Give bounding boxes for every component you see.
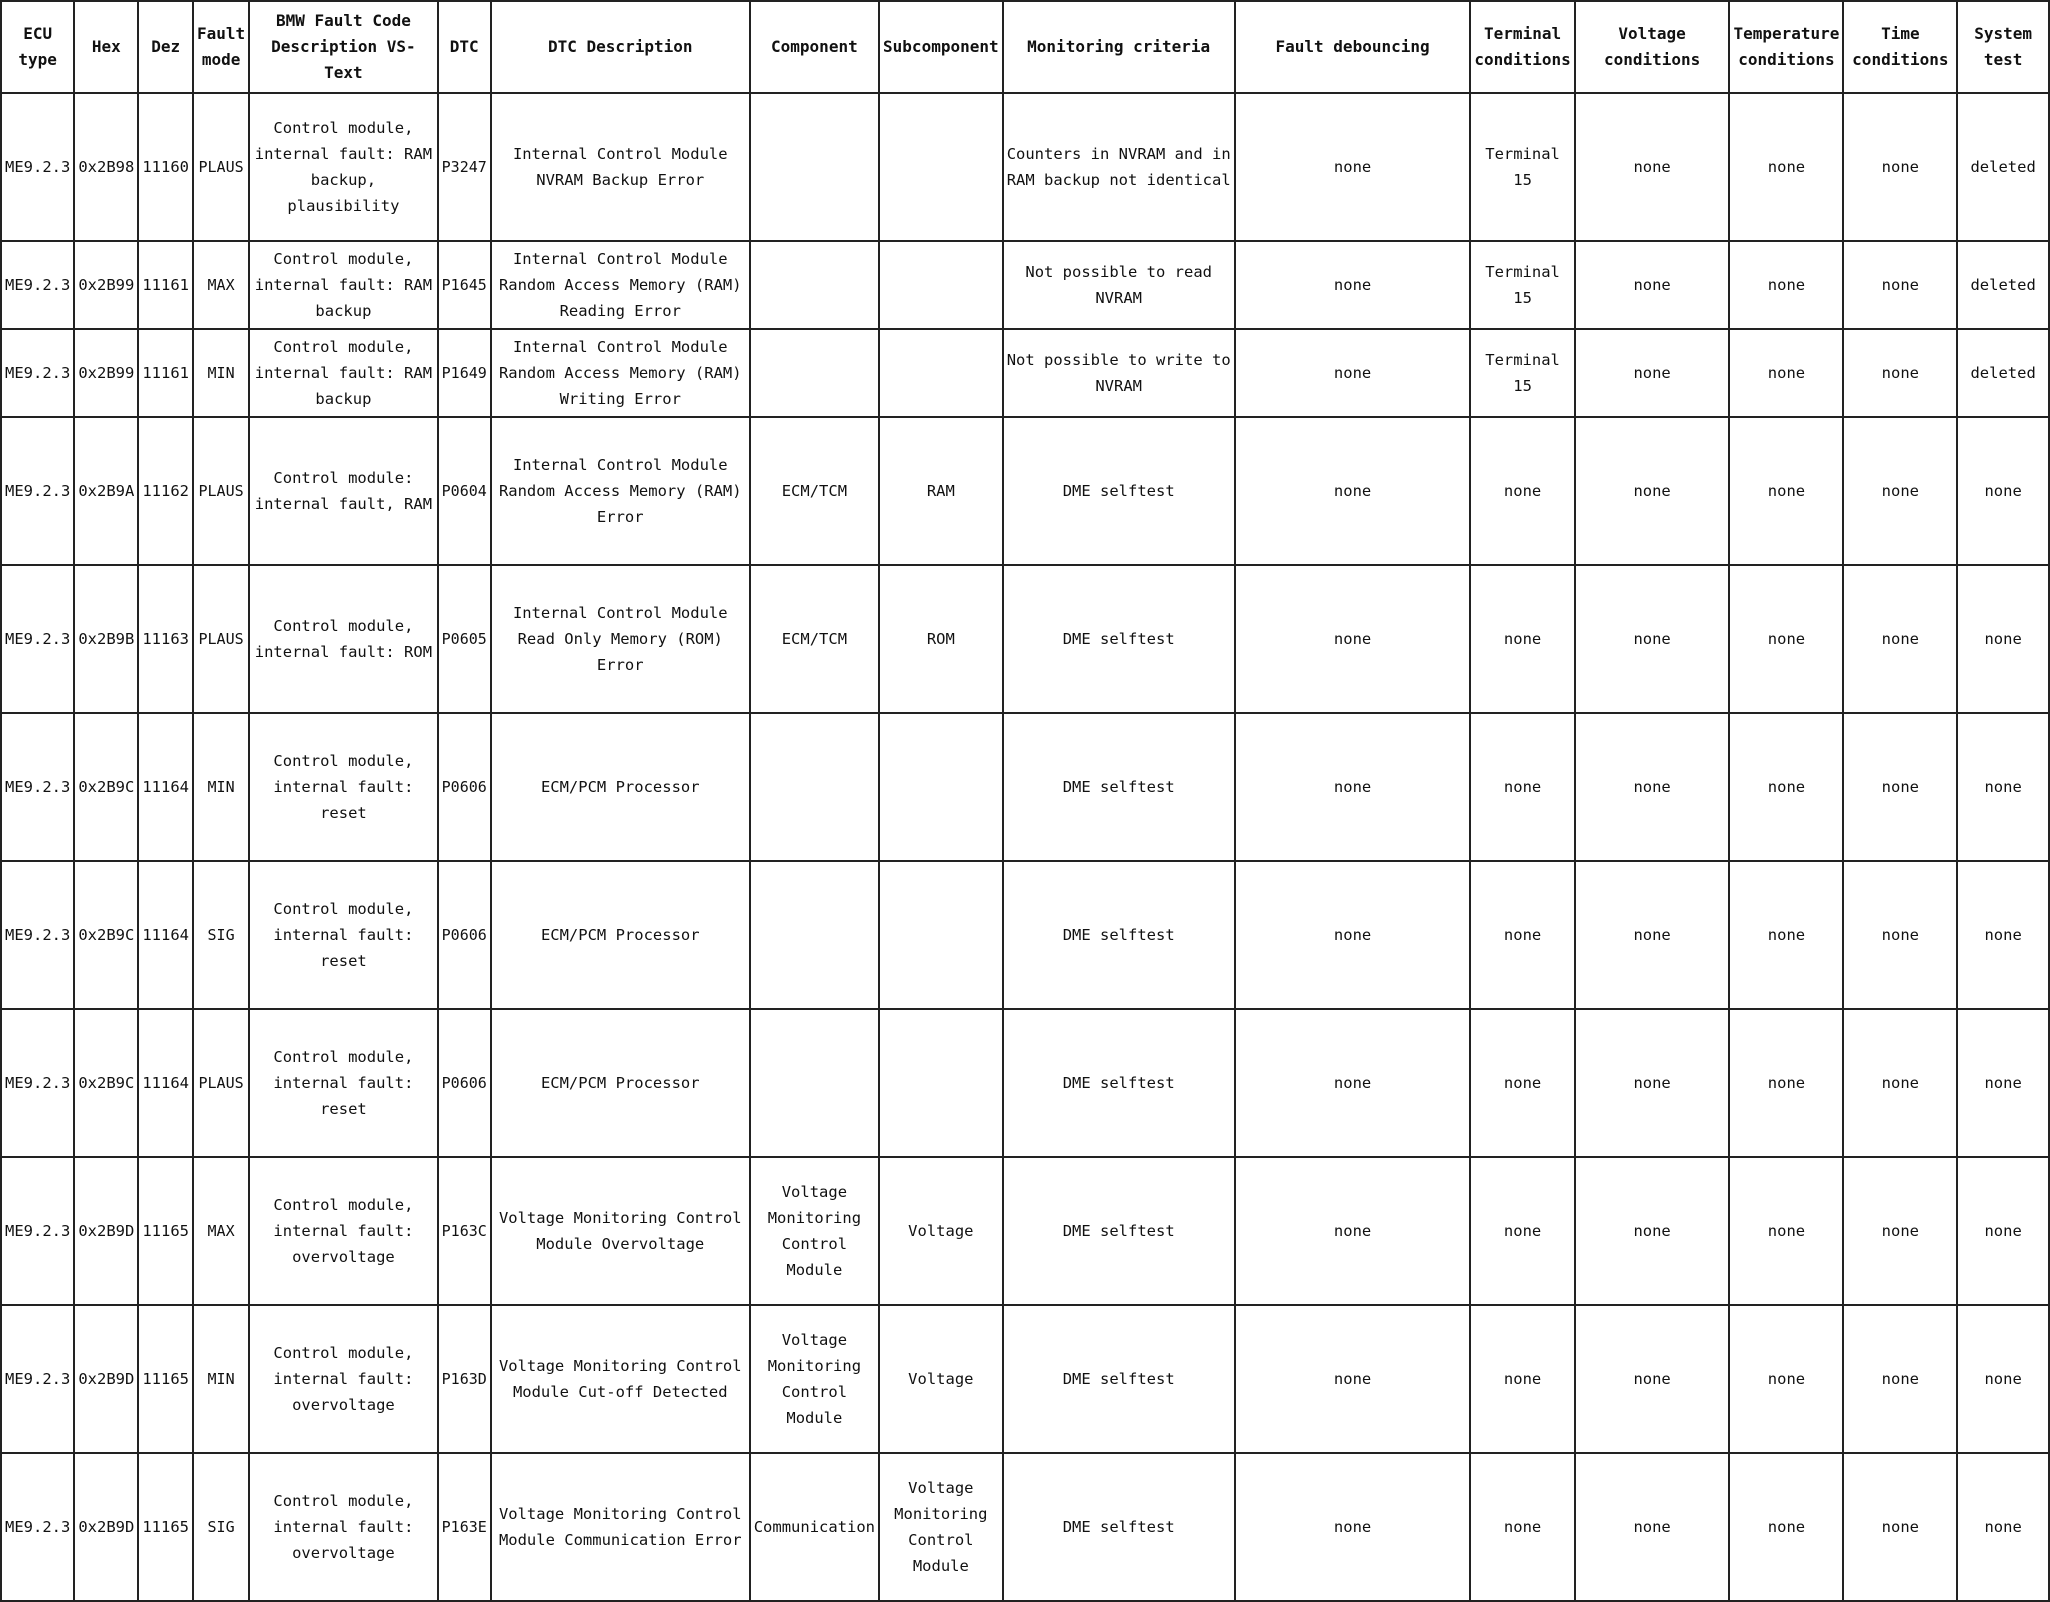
- table-row: [1, 1305, 2049, 1453]
- cell-component: [750, 1009, 879, 1157]
- cell-temperature-conditions: none: [1729, 1009, 1843, 1157]
- cell-fault-debouncing: none: [1235, 1453, 1471, 1601]
- column-header-monitoring-criteria: Monitoring criteria: [1003, 1, 1235, 93]
- cell-hex: 0x2B98: [74, 93, 138, 241]
- cell-terminal-conditions: Terminal 15: [1470, 93, 1574, 241]
- cell-dtc: P1645: [438, 241, 491, 329]
- cell-terminal-conditions: none: [1470, 713, 1574, 861]
- cell-dez: 11163: [138, 565, 193, 713]
- cell-dtc-description: Internal Control Module NVRAM Backup Error: [491, 93, 750, 241]
- cell-fault-debouncing: none: [1235, 241, 1471, 329]
- cell-bmw-description: Control module, internal fault: overvoltage: [249, 1157, 437, 1305]
- cell-temperature-conditions: none: [1729, 1157, 1843, 1305]
- cell-ecu-type: ME9.2.3: [1, 1009, 74, 1157]
- cell-hex: 0x2B9D: [74, 1453, 138, 1601]
- cell-terminal-conditions: none: [1470, 1009, 1574, 1157]
- cell-time-conditions: none: [1843, 713, 1957, 861]
- cell-fault-mode: PLAUS: [193, 565, 249, 713]
- cell-voltage-conditions: none: [1575, 241, 1730, 329]
- cell-dtc-description: Internal Control Module Random Access Memory (RAM) Error: [491, 417, 750, 565]
- cell-bmw-description: Control module, internal fault: RAM backup, plausibility: [249, 93, 437, 241]
- cell-fault-mode: MIN: [193, 1305, 249, 1453]
- cell-terminal-conditions: none: [1470, 1157, 1574, 1305]
- column-header-fault-mode: Fault mode: [193, 1, 249, 93]
- cell-time-conditions: none: [1843, 93, 1957, 241]
- cell-fault-debouncing: none: [1235, 93, 1471, 241]
- cell-monitoring-criteria: Not possible to write to NVRAM: [1003, 329, 1235, 417]
- cell-dtc: P163D: [438, 1305, 491, 1453]
- cell-subcomponent: [879, 329, 1003, 417]
- column-header-voltage-conditions: Voltage conditions: [1575, 1, 1730, 93]
- cell-system-test: deleted: [1957, 93, 2049, 241]
- cell-ecu-type: ME9.2.3: [1, 713, 74, 861]
- cell-monitoring-criteria: Not possible to read NVRAM: [1003, 241, 1235, 329]
- cell-bmw-description: Control module: internal fault, RAM: [249, 417, 437, 565]
- cell-component: [750, 329, 879, 417]
- cell-time-conditions: none: [1843, 1157, 1957, 1305]
- cell-terminal-conditions: none: [1470, 861, 1574, 1009]
- cell-subcomponent: [879, 241, 1003, 329]
- header-row: [1, 1, 2049, 93]
- cell-subcomponent: Voltage: [879, 1305, 1003, 1453]
- table-header: [1, 1, 2049, 93]
- column-header-terminal-conditions: Terminal conditions: [1470, 1, 1574, 93]
- cell-temperature-conditions: none: [1729, 1305, 1843, 1453]
- cell-bmw-description: Control module, internal fault: reset: [249, 713, 437, 861]
- cell-fault-debouncing: none: [1235, 1305, 1471, 1453]
- column-header-component: Component: [750, 1, 879, 93]
- cell-temperature-conditions: none: [1729, 1453, 1843, 1601]
- cell-dez: 11165: [138, 1305, 193, 1453]
- table-row: [1, 565, 2049, 713]
- cell-subcomponent: [879, 861, 1003, 1009]
- cell-temperature-conditions: none: [1729, 241, 1843, 329]
- table-body: [1, 93, 2049, 1601]
- column-header-ecu-type: ECU type: [1, 1, 74, 93]
- cell-bmw-description: Control module, internal fault: RAM backup: [249, 329, 437, 417]
- cell-voltage-conditions: none: [1575, 1157, 1730, 1305]
- column-header-dtc-description: DTC Description: [491, 1, 750, 93]
- cell-system-test: none: [1957, 861, 2049, 1009]
- cell-dez: 11162: [138, 417, 193, 565]
- cell-bmw-description: Control module, internal fault: reset: [249, 861, 437, 1009]
- cell-subcomponent: [879, 713, 1003, 861]
- cell-monitoring-criteria: DME selftest: [1003, 1305, 1235, 1453]
- cell-voltage-conditions: none: [1575, 1009, 1730, 1157]
- cell-fault-debouncing: none: [1235, 565, 1471, 713]
- cell-subcomponent: Voltage Monitoring Control Module: [879, 1453, 1003, 1601]
- cell-monitoring-criteria: DME selftest: [1003, 1453, 1235, 1601]
- cell-terminal-conditions: Terminal 15: [1470, 241, 1574, 329]
- cell-fault-mode: PLAUS: [193, 1009, 249, 1157]
- cell-fault-mode: PLAUS: [193, 93, 249, 241]
- column-header-system-test: System test: [1957, 1, 2049, 93]
- cell-dez: 11164: [138, 713, 193, 861]
- cell-fault-debouncing: none: [1235, 1009, 1471, 1157]
- cell-time-conditions: none: [1843, 417, 1957, 565]
- cell-hex: 0x2B9C: [74, 1009, 138, 1157]
- cell-hex: 0x2B99: [74, 241, 138, 329]
- cell-hex: 0x2B9D: [74, 1305, 138, 1453]
- cell-monitoring-criteria: DME selftest: [1003, 1157, 1235, 1305]
- cell-ecu-type: ME9.2.3: [1, 417, 74, 565]
- cell-bmw-description: Control module, internal fault: RAM backup: [249, 241, 437, 329]
- column-header-hex: Hex: [74, 1, 138, 93]
- cell-ecu-type: ME9.2.3: [1, 1453, 74, 1601]
- cell-hex: 0x2B9B: [74, 565, 138, 713]
- cell-component: [750, 861, 879, 1009]
- cell-system-test: deleted: [1957, 329, 2049, 417]
- cell-terminal-conditions: none: [1470, 417, 1574, 565]
- cell-system-test: none: [1957, 417, 2049, 565]
- cell-hex: 0x2B99: [74, 329, 138, 417]
- cell-temperature-conditions: none: [1729, 93, 1843, 241]
- cell-component: Communication: [750, 1453, 879, 1601]
- cell-system-test: none: [1957, 565, 2049, 713]
- cell-time-conditions: none: [1843, 565, 1957, 713]
- cell-temperature-conditions: none: [1729, 565, 1843, 713]
- cell-time-conditions: none: [1843, 329, 1957, 417]
- cell-subcomponent: Voltage: [879, 1157, 1003, 1305]
- column-header-time-conditions: Time conditions: [1843, 1, 1957, 93]
- cell-dez: 11160: [138, 93, 193, 241]
- cell-dtc: P0606: [438, 861, 491, 1009]
- table-row: [1, 329, 2049, 417]
- column-header-dtc: DTC: [438, 1, 491, 93]
- column-header-bmw-description: BMW Fault Code Description VS-Text: [249, 1, 437, 93]
- cell-dtc-description: ECM/PCM Processor: [491, 1009, 750, 1157]
- cell-hex: 0x2B9A: [74, 417, 138, 565]
- cell-dez: 11164: [138, 861, 193, 1009]
- cell-dtc-description: Voltage Monitoring Control Module Cut-off Detected: [491, 1305, 750, 1453]
- cell-bmw-description: Control module, internal fault: overvoltage: [249, 1453, 437, 1601]
- cell-fault-mode: MAX: [193, 1157, 249, 1305]
- cell-voltage-conditions: none: [1575, 417, 1730, 565]
- cell-dez: 11164: [138, 1009, 193, 1157]
- cell-dtc: P163C: [438, 1157, 491, 1305]
- cell-voltage-conditions: none: [1575, 1305, 1730, 1453]
- cell-voltage-conditions: none: [1575, 713, 1730, 861]
- cell-dtc: P0606: [438, 713, 491, 861]
- table-row: [1, 713, 2049, 861]
- cell-monitoring-criteria: DME selftest: [1003, 417, 1235, 565]
- cell-time-conditions: none: [1843, 1009, 1957, 1157]
- cell-dtc: P1649: [438, 329, 491, 417]
- cell-system-test: none: [1957, 1305, 2049, 1453]
- cell-time-conditions: none: [1843, 861, 1957, 1009]
- cell-monitoring-criteria: DME selftest: [1003, 1009, 1235, 1157]
- cell-system-test: none: [1957, 1009, 2049, 1157]
- cell-system-test: none: [1957, 1157, 2049, 1305]
- table-row: [1, 1453, 2049, 1601]
- cell-fault-mode: SIG: [193, 1453, 249, 1601]
- cell-temperature-conditions: none: [1729, 329, 1843, 417]
- cell-subcomponent: [879, 1009, 1003, 1157]
- cell-bmw-description: Control module, internal fault: reset: [249, 1009, 437, 1157]
- cell-dtc-description: Internal Control Module Read Only Memory (ROM) Error: [491, 565, 750, 713]
- cell-voltage-conditions: none: [1575, 329, 1730, 417]
- cell-dez: 11165: [138, 1157, 193, 1305]
- cell-dtc: P0604: [438, 417, 491, 565]
- column-header-subcomponent: Subcomponent: [879, 1, 1003, 93]
- cell-fault-mode: MIN: [193, 329, 249, 417]
- cell-fault-debouncing: none: [1235, 713, 1471, 861]
- cell-ecu-type: ME9.2.3: [1, 241, 74, 329]
- cell-fault-debouncing: none: [1235, 329, 1471, 417]
- cell-ecu-type: ME9.2.3: [1, 93, 74, 241]
- cell-voltage-conditions: none: [1575, 93, 1730, 241]
- cell-dtc-description: ECM/PCM Processor: [491, 861, 750, 1009]
- cell-dez: 11161: [138, 329, 193, 417]
- cell-dtc-description: Voltage Monitoring Control Module Overvoltage: [491, 1157, 750, 1305]
- cell-subcomponent: RAM: [879, 417, 1003, 565]
- cell-voltage-conditions: none: [1575, 1453, 1730, 1601]
- cell-hex: 0x2B9C: [74, 861, 138, 1009]
- cell-ecu-type: ME9.2.3: [1, 1157, 74, 1305]
- table-row: [1, 93, 2049, 241]
- cell-fault-mode: MIN: [193, 713, 249, 861]
- column-header-dez: Dez: [138, 1, 193, 93]
- cell-temperature-conditions: none: [1729, 861, 1843, 1009]
- cell-dtc-description: Internal Control Module Random Access Memory (RAM) Reading Error: [491, 241, 750, 329]
- cell-bmw-description: Control module, internal fault: ROM: [249, 565, 437, 713]
- cell-voltage-conditions: none: [1575, 861, 1730, 1009]
- cell-ecu-type: ME9.2.3: [1, 861, 74, 1009]
- cell-fault-mode: SIG: [193, 861, 249, 1009]
- cell-terminal-conditions: none: [1470, 1453, 1574, 1601]
- cell-hex: 0x2B9D: [74, 1157, 138, 1305]
- cell-monitoring-criteria: DME selftest: [1003, 861, 1235, 1009]
- table-row: [1, 1157, 2049, 1305]
- table-row: [1, 417, 2049, 565]
- cell-component: Voltage Monitoring Control Module: [750, 1157, 879, 1305]
- cell-component: [750, 93, 879, 241]
- cell-dtc-description: ECM/PCM Processor: [491, 713, 750, 861]
- cell-temperature-conditions: none: [1729, 417, 1843, 565]
- cell-component: ECM/TCM: [750, 565, 879, 713]
- cell-terminal-conditions: none: [1470, 1305, 1574, 1453]
- cell-dtc-description: Voltage Monitoring Control Module Communication Error: [491, 1453, 750, 1601]
- cell-dez: 11165: [138, 1453, 193, 1601]
- cell-fault-mode: MAX: [193, 241, 249, 329]
- cell-subcomponent: [879, 93, 1003, 241]
- cell-monitoring-criteria: DME selftest: [1003, 713, 1235, 861]
- cell-ecu-type: ME9.2.3: [1, 565, 74, 713]
- cell-subcomponent: ROM: [879, 565, 1003, 713]
- cell-component: ECM/TCM: [750, 417, 879, 565]
- cell-monitoring-criteria: DME selftest: [1003, 565, 1235, 713]
- column-header-temperature-conditions: Temperature conditions: [1729, 1, 1843, 93]
- cell-time-conditions: none: [1843, 241, 1957, 329]
- column-header-fault-debouncing: Fault debouncing: [1235, 1, 1471, 93]
- cell-bmw-description: Control module, internal fault: overvoltage: [249, 1305, 437, 1453]
- cell-terminal-conditions: Terminal 15: [1470, 329, 1574, 417]
- cell-ecu-type: ME9.2.3: [1, 1305, 74, 1453]
- cell-terminal-conditions: none: [1470, 565, 1574, 713]
- cell-fault-debouncing: none: [1235, 861, 1471, 1009]
- cell-fault-mode: PLAUS: [193, 417, 249, 565]
- cell-fault-debouncing: none: [1235, 1157, 1471, 1305]
- cell-ecu-type: ME9.2.3: [1, 329, 74, 417]
- cell-voltage-conditions: none: [1575, 565, 1730, 713]
- cell-component: Voltage Monitoring Control Module: [750, 1305, 879, 1453]
- table-row: [1, 1009, 2049, 1157]
- table-row: [1, 241, 2049, 329]
- cell-dez: 11161: [138, 241, 193, 329]
- cell-dtc-description: Internal Control Module Random Access Memory (RAM) Writing Error: [491, 329, 750, 417]
- cell-dtc: P3247: [438, 93, 491, 241]
- cell-fault-debouncing: none: [1235, 417, 1471, 565]
- cell-system-test: none: [1957, 713, 2049, 861]
- cell-hex: 0x2B9C: [74, 713, 138, 861]
- cell-dtc: P0606: [438, 1009, 491, 1157]
- cell-temperature-conditions: none: [1729, 713, 1843, 861]
- cell-component: [750, 713, 879, 861]
- cell-component: [750, 241, 879, 329]
- cell-monitoring-criteria: Counters in NVRAM and in RAM backup not identical: [1003, 93, 1235, 241]
- cell-dtc: P0605: [438, 565, 491, 713]
- cell-system-test: deleted: [1957, 241, 2049, 329]
- cell-dtc: P163E: [438, 1453, 491, 1601]
- table-row: [1, 861, 2049, 1009]
- cell-system-test: none: [1957, 1453, 2049, 1601]
- cell-time-conditions: none: [1843, 1305, 1957, 1453]
- cell-time-conditions: none: [1843, 1453, 1957, 1601]
